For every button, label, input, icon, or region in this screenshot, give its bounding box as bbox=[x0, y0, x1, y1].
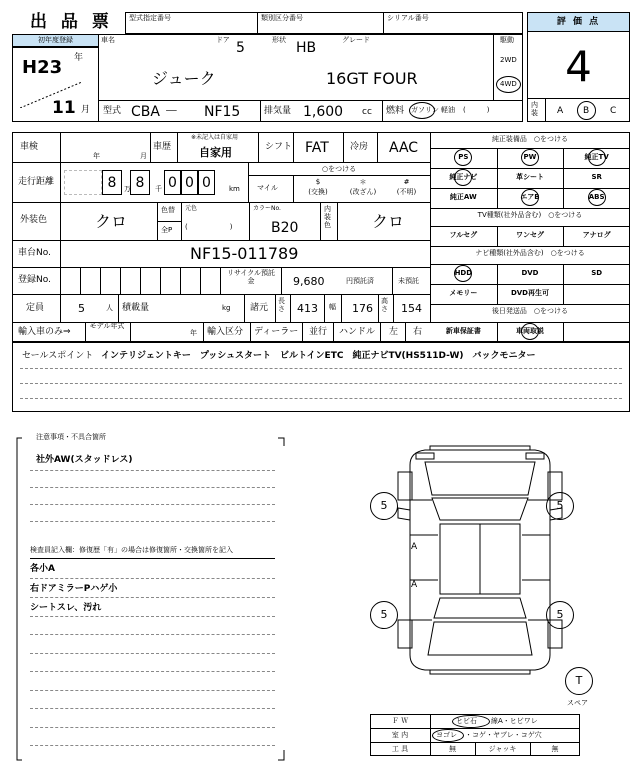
height-value: 154 bbox=[401, 302, 422, 315]
tools-none-2: 無 bbox=[551, 745, 559, 753]
chassis-number: NF15-011789 bbox=[190, 244, 299, 263]
interior-rest: ・コゲ・ヤブレ・コゲ穴 bbox=[465, 731, 542, 739]
exterior-color-label: 外装色 bbox=[20, 215, 48, 225]
notes-text: 社外AW(スタッドレス) bbox=[36, 455, 133, 465]
equipment-section-title: 後日発送品 ○をつける bbox=[491, 307, 569, 315]
displacement-label: 排気量 bbox=[264, 106, 292, 116]
equipment-item: HDD bbox=[454, 269, 473, 277]
equipment-item: フルセグ bbox=[449, 231, 478, 239]
model-prefix: CBA － bbox=[131, 104, 179, 120]
equipment-item-circle bbox=[521, 189, 539, 206]
equipment-item-circle bbox=[588, 189, 606, 206]
mileage-digit-4: 0 bbox=[185, 175, 194, 191]
interior-grade-c: C bbox=[610, 106, 617, 116]
car-name-label: 車名 bbox=[101, 36, 115, 44]
damage-mark-a2: A bbox=[411, 580, 418, 590]
ac-value: AAC bbox=[389, 140, 419, 156]
mileage-digit-1: 8 bbox=[107, 175, 117, 191]
inspector-line-2: 右ドアミラーPハゲ小 bbox=[30, 584, 118, 594]
equipment-item: 純正ナビ bbox=[449, 173, 478, 181]
car-diagram bbox=[380, 440, 580, 680]
ac-label: 冷房 bbox=[350, 142, 369, 152]
notes-title: 注意事項・不具合箇所 bbox=[36, 433, 106, 441]
mileage-digit-3: 0 bbox=[168, 175, 177, 191]
mileage-label: 走行距離 bbox=[18, 177, 55, 187]
history-value: 自家用 bbox=[199, 146, 232, 159]
notes-bracket bbox=[16, 434, 291, 764]
interior-color: クロ bbox=[372, 212, 405, 231]
category-label: 類別区分番号 bbox=[261, 14, 303, 22]
fw-label: Ｆ Ｗ bbox=[391, 717, 409, 725]
drive-2wd: 2WD bbox=[500, 56, 517, 64]
equipment-item: PW bbox=[523, 153, 537, 161]
capacity-label: 定員 bbox=[26, 303, 45, 313]
inspector-line-1: 各小A bbox=[30, 564, 55, 574]
equipment-item: DVD再生可 bbox=[510, 289, 549, 297]
fw-circled: ヒビ石 bbox=[456, 717, 477, 725]
equipment-item: メモリー bbox=[449, 289, 478, 297]
equipment-item-circle bbox=[588, 149, 606, 166]
equipment-section-title: TV種類(社外品含む) ○をつける bbox=[477, 211, 583, 219]
equipment-item-circle bbox=[521, 149, 539, 166]
width-value: 176 bbox=[352, 302, 373, 315]
interior-grade-label: 内装 bbox=[531, 101, 538, 117]
equipment-item: SR bbox=[591, 173, 602, 181]
mile-option: マイル bbox=[257, 184, 278, 192]
recycle-label: リサイクル預託金 bbox=[226, 269, 276, 286]
chassis-label: 車台No. bbox=[18, 248, 51, 258]
inspector-line-3: シートスレ、汚れ bbox=[30, 603, 102, 613]
model-label: 型式 bbox=[103, 106, 122, 116]
header-codes-box bbox=[125, 12, 523, 34]
inspection-label: 車検 bbox=[20, 142, 39, 152]
equipment-item: エアB bbox=[520, 193, 540, 201]
equipment-section-title: ナビ種類(社外品含む) ○をつける bbox=[475, 249, 585, 257]
interior-grade-b: B bbox=[583, 106, 590, 116]
reg-number-label: 登録No. bbox=[18, 275, 51, 285]
history-label: 車歴 bbox=[153, 142, 172, 152]
spare-tire: T bbox=[575, 674, 583, 687]
sales-point-text: インテリジェントキー プッシュスタート ビルトインETC 純正ナビTV(HS511D-W) バックモニター bbox=[101, 351, 536, 361]
form-title: 出 品 票 bbox=[30, 12, 113, 32]
capacity-value: 5 bbox=[78, 302, 85, 315]
equipment-item-circle bbox=[521, 323, 539, 340]
recycle-unpaid: 未預託 bbox=[398, 277, 419, 285]
length-value: 413 bbox=[297, 302, 318, 315]
grade: 16GT FOUR bbox=[326, 69, 418, 88]
equipment-section-title: 純正装備品 ○をつける bbox=[491, 135, 569, 143]
equipment-item: 純正AW bbox=[449, 193, 477, 201]
fuel-gasoline: ガソリン bbox=[411, 106, 439, 114]
interior-label: 室 内 bbox=[391, 731, 409, 739]
equipment-item: PS bbox=[458, 153, 469, 161]
equipment-item: 革シート bbox=[515, 173, 544, 181]
spare-label: スペア bbox=[567, 699, 588, 707]
shift-value: FAT bbox=[305, 140, 329, 156]
unknown-option: (不明) bbox=[396, 188, 417, 196]
equipment-item: ワンセグ bbox=[515, 231, 544, 239]
inspector-title: 検査員記入欄：修復歴「有」の場合は修復箇所・交換箇所を記入 bbox=[30, 546, 233, 554]
score-label: 評 価 点 bbox=[556, 17, 601, 27]
equipment-item: アナログ bbox=[582, 231, 611, 239]
load-label: 積載量 bbox=[122, 303, 150, 313]
color-number: B20 bbox=[271, 220, 299, 236]
interior-grade-a: A bbox=[557, 106, 564, 116]
model-code: NF15 bbox=[204, 104, 241, 120]
exchanged-option: (交換) bbox=[308, 188, 328, 196]
score-value: 4 bbox=[565, 42, 592, 91]
equipment-item: DVD bbox=[521, 269, 539, 277]
registration-month: 11 bbox=[52, 98, 76, 118]
mileage-digit-2: 8 bbox=[135, 175, 145, 191]
equipment-item: 車両取説 bbox=[515, 327, 544, 335]
recycle-amount: 9,680 bbox=[293, 275, 325, 288]
tire-front-left: 5 bbox=[380, 499, 388, 512]
shift-label: シフト bbox=[265, 142, 293, 152]
shape-label: 形状 bbox=[272, 36, 286, 44]
sales-point-label: セールスポイント bbox=[22, 351, 94, 361]
tools-none-1: 無 bbox=[449, 745, 456, 753]
door-label: ドア bbox=[216, 36, 230, 44]
exterior-color: クロ bbox=[95, 212, 128, 231]
import-label: 輸入車のみ⇒ bbox=[18, 327, 71, 337]
drive-4wd: 4WD bbox=[500, 80, 517, 88]
fw-rest: 線A・ヒビワレ bbox=[491, 717, 538, 725]
equipment-item: 新車保証書 bbox=[445, 327, 481, 335]
grade-label: グレード bbox=[342, 36, 370, 44]
tire-front-right: 5 bbox=[556, 499, 564, 512]
tire-rear-left: 5 bbox=[380, 608, 388, 621]
equipment-item: 純正TV bbox=[584, 153, 609, 161]
mileage-digit-5: 0 bbox=[202, 175, 211, 191]
altered-option: (改ざん) bbox=[349, 188, 377, 196]
dims-label: 諸元 bbox=[250, 303, 269, 313]
drive-label: 駆動 bbox=[500, 36, 514, 44]
door-count: 5 bbox=[236, 40, 245, 56]
interior-circled: ヨゴレ bbox=[436, 731, 457, 739]
fuel-diesel: 軽油 bbox=[441, 106, 455, 114]
jack-label: ジャッキ bbox=[488, 745, 517, 753]
equipment-item: SD bbox=[591, 269, 603, 277]
type-designation-label: 型式指定番号 bbox=[129, 14, 171, 22]
car-name: ジューク bbox=[152, 69, 216, 88]
tire-rear-right: 5 bbox=[556, 608, 564, 621]
serial-label: シリアル番号 bbox=[387, 14, 429, 22]
displacement: 1,600 bbox=[303, 104, 344, 120]
damage-mark-a1: A bbox=[411, 542, 418, 552]
tools-label: 工 具 bbox=[391, 745, 409, 753]
registration-year: H23 bbox=[22, 57, 63, 78]
first-registration-label: 初年度登録 bbox=[38, 36, 73, 44]
fuel-label: 燃料 bbox=[386, 106, 405, 116]
body-shape: HB bbox=[296, 40, 317, 56]
equipment-item: ABS bbox=[588, 193, 605, 201]
